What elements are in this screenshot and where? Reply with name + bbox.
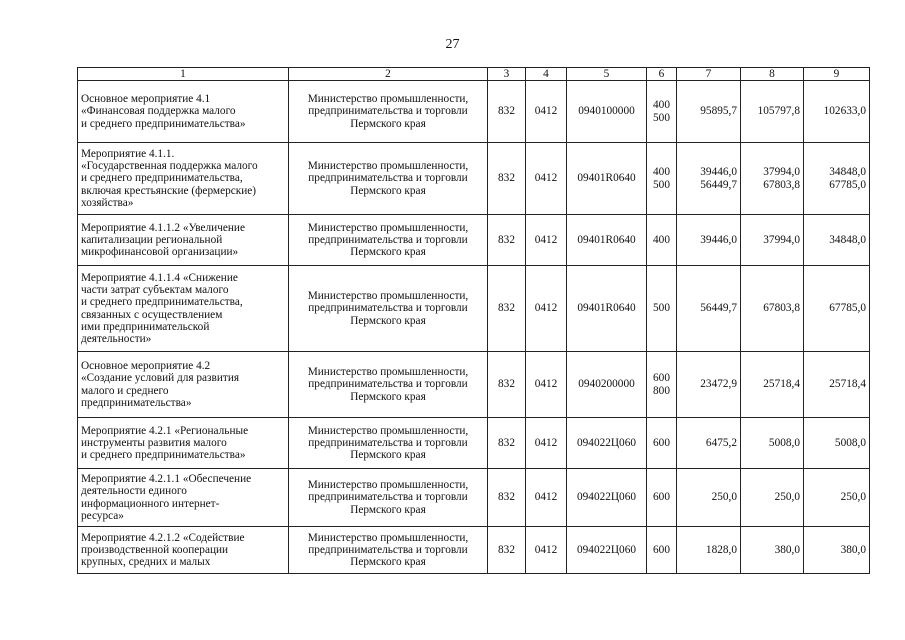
amount-year1-cell [677,418,741,469]
amount-year2-cell [741,266,804,352]
activity-name-cell-line: «Государственная поддержка малого [81,160,258,173]
activity-name-cell-line: крупных, средних и малых [81,556,211,569]
section-code-cell: 0412 [526,469,567,527]
amount-year2-cell-line: 37994,0 [763,166,800,179]
amount-year1-cell-line: 95895,7 [700,105,737,118]
amount-year2-cell-line: 250,0 [774,491,800,504]
ministry-cell-line: Пермского края [350,390,426,403]
expense-type-cell-line: 500 [653,178,670,191]
amount-year3-cell-line: 34848,0 [829,233,866,246]
amount-year2-cell-line: 37994,0 [763,233,800,246]
activity-name-cell-line: Основное мероприятие 4.1 [81,93,211,106]
target-article-cell: 09401R0640 [567,215,647,266]
amount-year1-cell [677,469,741,527]
admin-code-cell: 832 [488,527,526,574]
table-row [78,143,870,215]
activity-name-cell-line: «Создание условий для развития [81,372,240,385]
target-article-cell: 0940200000 [567,352,647,418]
table-row [78,418,870,469]
activity-name-cell-line: хозяйства» [81,196,134,209]
expense-type-cell [647,143,677,215]
header-row [78,68,870,81]
amount-year1-cell [677,352,741,418]
activity-name-cell-line: и среднего предпринимательства» [81,117,246,130]
expense-type-cell [647,215,677,266]
budget-table [77,67,870,574]
activity-name-cell-line: информационного интернет- [81,497,220,510]
ministry-cell-line: Министерство промышленности, [307,366,469,379]
ministry-cell-line: Пермского края [350,117,426,130]
ministry-cell-line: Пермского края [350,556,426,569]
activity-name-cell-line: Мероприятие 4.1.1.4 «Снижение [81,271,238,284]
ministry-cell-line: Пермского края [350,314,426,327]
expense-type-cell-line: 800 [653,384,670,397]
activity-name-cell-line: части затрат субъектам малого [81,283,229,296]
amount-year3-cell-line: 250,0 [840,491,866,504]
ministry-cell-line: Министерство промышленности, [307,221,469,234]
admin-code-cell: 832 [488,266,526,352]
expense-type-cell-line: 400 [653,233,670,246]
amount-year2-cell [741,418,804,469]
amount-year2-cell [741,81,804,143]
activity-name-cell-line: Мероприятие 4.2.1 «Региональные [81,424,249,437]
page-number: 27 [445,37,460,52]
activity-name-cell [78,215,289,266]
header-cell-5: 5 [567,68,647,81]
ministry-cell-line: предпринимательства и торговли [308,172,468,185]
section-code-cell: 0412 [526,418,567,469]
amount-year1-cell [677,527,741,574]
amount-year3-cell [804,418,870,469]
amount-year1-cell [677,215,741,266]
amount-year3-cell [804,527,870,574]
ministry-cell [289,266,488,352]
amount-year2-cell [741,143,804,215]
activity-name-cell-line: и среднего предпринимательства, [81,296,243,309]
header-cell-3: 3 [488,68,526,81]
amount-year2-cell-line: 380,0 [774,543,800,556]
amount-year3-cell [804,266,870,352]
header-cell-6: 6 [647,68,677,81]
target-article-cell: 094022Ц060 [567,418,647,469]
activity-name-cell [78,418,289,469]
expense-type-cell [647,352,677,418]
activity-name-cell [78,81,289,143]
ministry-cell-line: Министерство промышленности, [307,531,469,544]
ministry-cell-line: предпринимательства и торговли [308,105,468,118]
amount-year3-cell [804,215,870,266]
ministry-cell-line: Министерство промышленности, [307,424,469,437]
expense-type-cell [647,81,677,143]
ministry-cell [289,527,488,574]
admin-code-cell: 832 [488,215,526,266]
activity-name-cell-line: связанных с осуществлением [81,308,223,321]
amount-year3-cell-line: 67785,0 [829,302,866,315]
table-row [78,352,870,418]
ministry-cell-line: Министерство промышленности, [307,160,469,173]
expense-type-cell-line: 600 [653,436,670,449]
ministry-cell-line: Пермского края [350,184,426,197]
amount-year3-cell-line: 380,0 [840,543,866,556]
amount-year3-cell [804,81,870,143]
amount-year3-cell-line: 34848,0 [829,166,866,179]
amount-year2-cell [741,469,804,527]
activity-name-cell [78,143,289,215]
section-code-cell: 0412 [526,352,567,418]
expense-type-cell-line: 600 [653,372,670,385]
table-row [78,81,870,143]
ministry-cell-line: предпринимательства и торговли [308,233,468,246]
ministry-cell [289,215,488,266]
ministry-cell-line: предпринимательства и торговли [308,302,468,315]
activity-name-cell-line: производственной кооперации [81,543,229,556]
activity-name-cell-line: включая крестьянские (фермерские) [81,184,257,197]
amount-year3-cell-line: 5008,0 [834,436,866,449]
expense-type-cell [647,527,677,574]
expense-type-cell [647,418,677,469]
activity-name-cell [78,527,289,574]
admin-code-cell: 832 [488,469,526,527]
amount-year2-cell [741,527,804,574]
ministry-cell [289,143,488,215]
ministry-cell-line: Министерство промышленности, [307,290,469,303]
amount-year1-cell-line: 39446,0 [700,166,737,179]
expense-type-cell-line: 500 [653,111,670,124]
activity-name-cell-line: Мероприятие 4.1.1.2 «Увеличение [81,221,245,234]
activity-name-cell-line: малого и среднего [81,384,169,397]
amount-year2-cell-line: 5008,0 [768,436,800,449]
target-article-cell: 09401R0640 [567,143,647,215]
activity-name-cell [78,352,289,418]
ministry-cell [289,81,488,143]
expense-type-cell [647,266,677,352]
target-article-cell: 094022Ц060 [567,469,647,527]
ministry-cell-line: Министерство промышленности, [307,479,469,492]
ministry-cell [289,352,488,418]
table-row [78,215,870,266]
ministry-cell [289,469,488,527]
activity-name-cell-line: деятельности» [81,333,152,346]
target-article-cell: 0940100000 [567,81,647,143]
amount-year1-cell-line: 56449,7 [700,302,737,315]
amount-year2-cell [741,215,804,266]
section-code-cell: 0412 [526,143,567,215]
ministry-cell-line: предпринимательства и торговли [308,378,468,391]
activity-name-cell-line: и среднего предпринимательства» [81,449,246,462]
ministry-cell-line: Министерство промышленности, [307,93,469,106]
amount-year3-cell-line: 25718,4 [829,378,866,391]
amount-year1-cell-line: 23472,9 [700,378,737,391]
admin-code-cell: 832 [488,352,526,418]
amount-year3-cell [804,469,870,527]
activity-name-cell-line: ими предпринимательской [81,320,210,333]
amount-year3-cell [804,143,870,215]
activity-name-cell-line: предпринимательства» [81,396,192,409]
table-row [78,469,870,527]
section-code-cell: 0412 [526,215,567,266]
header-cell-4: 4 [526,68,567,81]
activity-name-cell-line: Мероприятие 4.2.1.2 «Содействие [81,531,245,544]
amount-year1-cell [677,143,741,215]
amount-year2-cell [741,352,804,418]
amount-year1-cell-line: 1828,0 [705,543,737,556]
ministry-cell-line: предпринимательства и торговли [308,491,468,504]
amount-year3-cell [804,352,870,418]
admin-code-cell: 832 [488,418,526,469]
amount-year1-cell-line: 56449,7 [700,178,737,191]
header-cell-2: 2 [289,68,488,81]
amount-year2-cell-line: 25718,4 [763,378,800,391]
activity-name-cell [78,469,289,527]
ministry-cell-line: Пермского края [350,449,426,462]
amount-year1-cell-line: 6475,2 [705,436,737,449]
activity-name-cell-line: Основное мероприятие 4.2 [81,359,211,372]
table-body [78,68,870,574]
ministry-cell-line: предпринимательства и торговли [308,543,468,556]
activity-name-cell-line: микрофинансовой организации» [81,246,239,259]
header-cell-8: 8 [741,68,804,81]
amount-year1-cell-line: 250,0 [711,491,737,504]
ministry-cell-line: предпринимательства и торговли [308,436,468,449]
expense-type-cell-line: 500 [653,302,670,315]
amount-year2-cell-line: 67803,8 [763,178,800,191]
amount-year1-cell [677,266,741,352]
expense-type-cell-line: 600 [653,543,670,556]
ministry-cell [289,418,488,469]
expense-type-cell-line: 400 [653,166,670,179]
header-cell-9: 9 [804,68,870,81]
expense-type-cell [647,469,677,527]
header-cell-7: 7 [677,68,741,81]
table-row [78,266,870,352]
activity-name-cell-line: капитализации региональной [81,233,223,246]
expense-type-cell-line: 400 [653,99,670,112]
target-article-cell: 09401R0640 [567,266,647,352]
activity-name-cell-line: Мероприятие 4.1.1. [81,147,175,160]
section-code-cell: 0412 [526,266,567,352]
amount-year3-cell-line: 102633,0 [823,105,866,118]
activity-name-cell [78,266,289,352]
target-article-cell: 094022Ц060 [567,527,647,574]
activity-name-cell-line: ресурса» [81,509,124,522]
amount-year2-cell-line: 67803,8 [763,302,800,315]
section-code-cell: 0412 [526,81,567,143]
amount-year3-cell-line: 67785,0 [829,178,866,191]
activity-name-cell-line: и среднего предпринимательства, [81,172,243,185]
activity-name-cell-line: «Финансовая поддержка малого [81,105,236,118]
table-row [78,527,870,574]
amount-year1-cell [677,81,741,143]
amount-year2-cell-line: 105797,8 [757,105,800,118]
header-cell-1: 1 [78,68,289,81]
expense-type-cell-line: 600 [653,491,670,504]
ministry-cell-line: Пермского края [350,246,426,259]
section-code-cell: 0412 [526,527,567,574]
activity-name-cell-line: деятельности единого [81,485,187,498]
ministry-cell-line: Пермского края [350,503,426,516]
amount-year1-cell-line: 39446,0 [700,233,737,246]
admin-code-cell: 832 [488,143,526,215]
activity-name-cell-line: Мероприятие 4.2.1.1 «Обеспечение [81,472,252,485]
activity-name-cell-line: инструменты развития малого [81,436,227,449]
admin-code-cell: 832 [488,81,526,143]
